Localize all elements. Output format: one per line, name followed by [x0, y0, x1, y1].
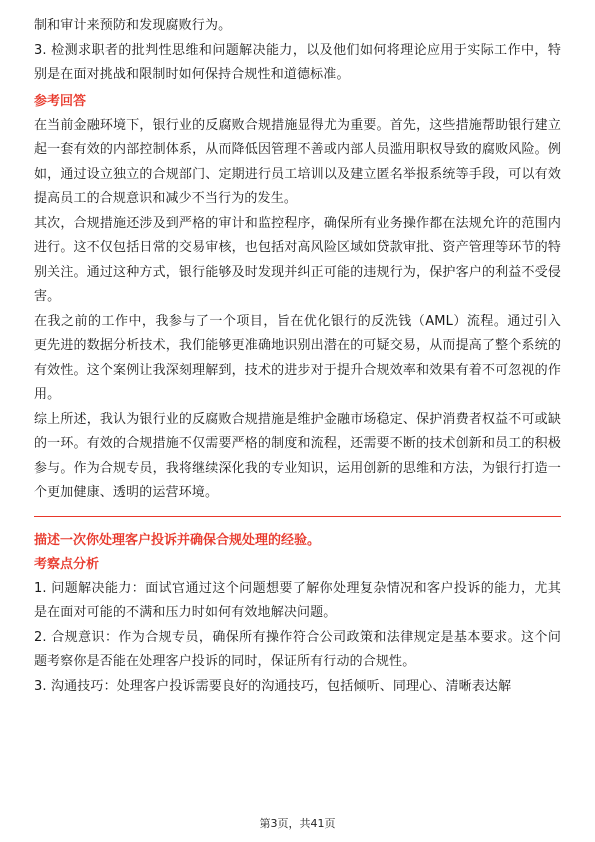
- reference-paragraph-4: 综上所述，我认为银行业的反腐败合规措施是维护金融市场稳定、保护消费者权益不可或缺的一环。有效的合规措施不仅需要严格的制度和流程，还需要不断的技术创新和员工的积极参与。作为合规专员，我将继续深化我的专业知识，运用创新的思维和方法，为银行打造一个更加健康、透明的运营环境。: [34, 411, 561, 500]
- analysis-point-2: 2. 合规意识：作为合规专员，确保所有操作符合公司政策和法律规定是基本要求。这个问题考察你是否能在处理客户投诉的同时，保证所有行动的合规性。: [34, 629, 561, 669]
- reference-paragraph-1: 在当前金融环境下，银行业的反腐败合规措施显得尤为重要。首先，这些措施帮助银行建立起一套有效的内部控制体系，从而降低因管理不善或内部人员滥用职权导致的腐败风险。例如，通过设立独立的合规部门、定期进行员工培训以及建立匿名举报系统等手段，可以有效提高员工的合规意识和减少不当行为的发生。: [34, 117, 561, 206]
- analysis-point-1: 1. 问题解决能力：面试官通过这个问题想要了解你处理复杂情况和客户投诉的能力，尤其是在面对可能的不满和压力时如何有效地解决问题。: [34, 580, 561, 620]
- page-number-footer: 第3页，共41页: [259, 817, 336, 830]
- intro-point-3: 3. 检测求职者的批判性思维和问题解决能力，以及他们如何将理论应用于实际工作中，特别是在面对挑战和限制时如何保持合规性和道德标准。: [34, 42, 561, 82]
- reference-paragraph-2: 其次，合规措施还涉及到严格的审计和监控程序，确保所有业务操作都在法规允许的范围内进行。这不仅包括日常的交易审核，也包括对高风险区域如贷款审批、资产管理等环节的特别关注。通过这种方式，银行能够及时发现并纠正可能的违规行为，保护客户的利益不受侵害。: [34, 215, 561, 304]
- reference-paragraph-3: 在我之前的工作中，我参与了一个项目，旨在优化银行的反洗钱（AML）流程。通过引入更先进的数据分析技术，我们能够更准确地识别出潜在的可疑交易，从而提高了整个系统的有效性。这个案例让我深刻理解到，技术的进步对于提升合规效率和效果有着不可忽视的作用。: [34, 313, 561, 402]
- question-title: 描述一次你处理客户投诉并确保合规处理的经验。: [34, 532, 321, 548]
- section-divider: [34, 516, 561, 517]
- reference-heading: 参考回答: [34, 93, 87, 109]
- analysis-point-3: 3. 沟通技巧：处理客户投诉需要良好的沟通技巧，包括倾听、同理心、清晰表达解: [34, 678, 512, 694]
- analysis-heading: 考察点分析: [34, 556, 100, 572]
- page-content: [34, 14, 561, 699]
- intro-line: 制和审计来预防和发现腐败行为。: [34, 18, 232, 33]
